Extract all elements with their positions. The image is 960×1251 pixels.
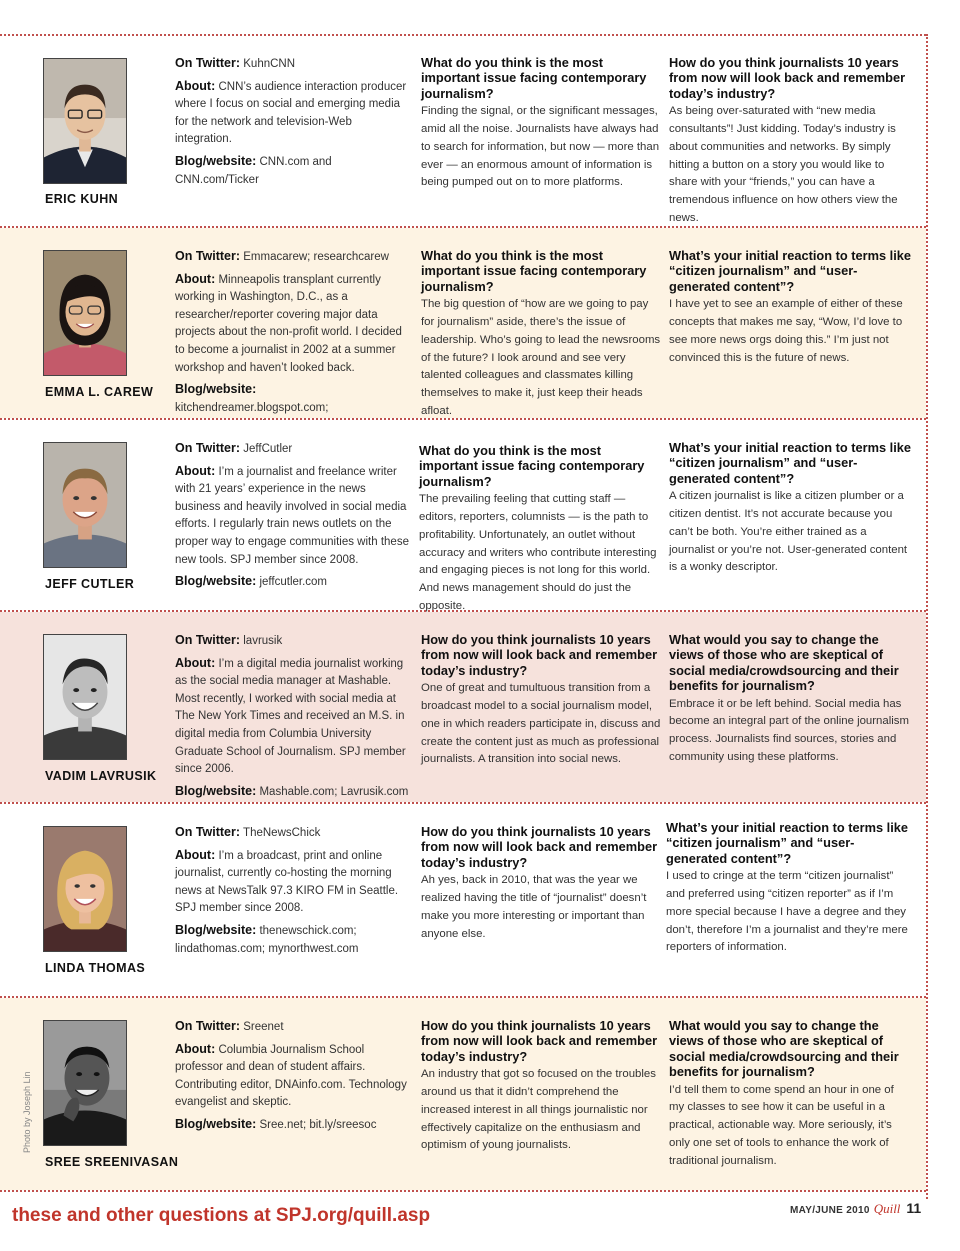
answer-2 (669, 440, 911, 577)
question-text: What do you think is the most important issue facing contemporary journalism? (421, 248, 647, 294)
answer-1 (421, 248, 663, 421)
answer-text: The big question of “how are we going to pay for journalism” aside, there’s the issue of leadership. Who’s going to lead the newsrooms of the future? I look around and see very talented colleagues and classmates killing themselves to make it, just keep their heads afloat. (421, 298, 661, 417)
question-text: How do you think journalists 10 years from now will look back and remember today’s industry? (669, 55, 906, 101)
answer-1 (421, 55, 663, 192)
about-text: I’m a digital media journalist working as the social media manager at Mashable. Most recently, I worked with social media at The New York Times and received an M.S. in digital media from Columbia University Graduate School of Journalism. SPJ member since 2006. (175, 657, 406, 776)
bio-block (175, 632, 410, 805)
person-name: JEFF CUTLER (45, 577, 135, 591)
answer-text: Ah yes, back in 2010, that was the year we realized having the title of “journalist” doesn’t make you more interesting or important than anyone else. (421, 874, 647, 940)
answer-text: Finding the signal, or the significant messages, amid all the noise. Journalists have always had to search for information, but now — more than ever — an enormous amount of information is being pumped out on to more platforms. (421, 105, 660, 189)
answer-text: As being over-saturated with “new media consultants”! Just kidding. Today’s industry is about communities and networks. By simply hitting a button on a story you would like to share with your “friends,” you can have a tremendous influence on how others view the news. (669, 105, 898, 224)
blog-label: Blog/website: (175, 382, 257, 397)
portrait-photo (43, 442, 127, 568)
answer-text: The prevailing feeling that cutting staff — editors, reporters, columnists — is the path to profitability. Unfortunately, an outlet without accuracy and writers who contribute interesting and engaging pieces is not long for this world. And news management should do just the opposite. (419, 493, 657, 612)
blog-label: Blog/website: (175, 783, 257, 798)
twitter-label: On Twitter: (175, 441, 241, 455)
bio-block (175, 440, 410, 596)
question-text: What would you say to change the views of those who are skeptical of social media/crowdsourcing and their benefits for journalism? (669, 1018, 899, 1080)
twitter-handle: Emmacarew; researchcarew (243, 251, 389, 263)
page-number: 11 (906, 1200, 922, 1216)
bottom-dotted-rule (0, 1190, 926, 1192)
twitter-label: On Twitter: (175, 249, 241, 263)
answer-2 (669, 1018, 911, 1171)
blog-label: Blog/website: (175, 574, 257, 589)
answer-text: Embrace it or be left behind. Social media has become an integral part of the online journalism process. Journalists find sources, stories and community using these platforms. (669, 697, 909, 764)
question-text: What’s your initial reaction to terms like “citizen journalism” and “user-generated content”? (666, 820, 909, 866)
question-text: How do you think journalists 10 years from now will look back and remember today’s industry? (421, 1018, 658, 1064)
profile-linda-thomas (0, 804, 926, 996)
about-label: About: (175, 463, 216, 478)
profile-emma-carew (0, 228, 926, 418)
blog-text: kitchendreamer.blogspot.com; (175, 401, 329, 414)
question-text: What would you say to change the views of those who are skeptical of social media/crowdsourcing and their benefits for journalism? (669, 632, 899, 694)
twitter-handle: KuhnCNN (243, 58, 296, 70)
about-label: About: (175, 271, 216, 286)
photo-credit-text: Photo by Joseph Lin (22, 1071, 32, 1153)
portrait-photo (43, 58, 127, 184)
twitter-handle: lavrusik (243, 635, 283, 647)
blog-label: Blog/website: (175, 922, 257, 937)
person-name: LINDA THOMAS (45, 961, 146, 975)
about-text: Columbia Journalism School professor and dean of student affairs. Contributing editor, DNAinfo.com. Technology evangelist and skeptic. (175, 1043, 407, 1109)
blog-text: Sree.net; bit.ly/sreesoc (259, 1118, 377, 1131)
portrait-photo (43, 250, 127, 376)
person-name: EMMA L. CAREW (45, 385, 154, 399)
question-text: What do you think is the most important issue facing contemporary journalism? (419, 443, 645, 489)
blog-text: CNN.com and CNN.com/Ticker (175, 155, 332, 186)
blog-text: Mashable.com; Lavrusik.com (259, 785, 409, 798)
right-dotted-rule (926, 34, 928, 1199)
about-label: About: (175, 78, 216, 93)
answer-1 (419, 443, 661, 616)
bio-block (175, 55, 410, 193)
twitter-label: On Twitter: (175, 56, 241, 70)
answer-1 (421, 824, 663, 943)
answer-text: I used to cringe at the term “citizen journalist” and preferred using “citizen reporter” as if I’m more special because I have a degree and they don’t, therefore I’m a journalist and they’re mere reporters of information. (666, 870, 908, 954)
person-name: VADIM LAVRUSIK (45, 769, 157, 783)
answer-text: One of great and tumultuous transition from a broadcast model to a social journalism model, one in which readers participate in, discuss and create the content just as much as professional journalists. A transition into social news. (421, 682, 661, 766)
answer-text: I have yet to see an example of either of these concepts that makes me say, “Wow, I’d love to see more news orgs doing this.” I’m just not convinced this is the future of news. (669, 298, 903, 364)
photo-credit (18, 1065, 32, 1155)
blog-label: Blog/website: (175, 153, 257, 168)
profile-sree-sreenivasan (0, 998, 926, 1190)
page-footer (790, 1200, 921, 1217)
bio-block (175, 824, 410, 962)
profile-vadim-lavrusik (0, 612, 926, 802)
twitter-label: On Twitter: (175, 1019, 241, 1033)
bio-block (175, 1018, 410, 1139)
answer-2 (669, 55, 911, 228)
answer-text: An industry that got so focused on the troubles around us that it didn’t comprehend the increased interest in all things journalistic nor effectively capitalize on the enthusiasm and optimism of young journalists. (421, 1068, 656, 1152)
issue-date: MAY/JUNE 2010 (790, 1205, 870, 1216)
question-text: How do you think journalists 10 years from now will look back and remember today’s industry? (421, 824, 658, 870)
answer-1 (421, 632, 663, 769)
twitter-label: On Twitter: (175, 825, 241, 839)
answer-1 (421, 1018, 663, 1155)
profile-jeff-cutler (0, 420, 926, 610)
about-text: Minneapolis transplant currently working in Washington, D.C., as a researcher/reporter covering major data projects about the non-profit world. I decided to become a journalist in 2002 at a summer workshop and haven’t looked back. (175, 273, 402, 374)
question-text: What’s your initial reaction to terms like “citizen journalism” and “user-generated content”? (669, 248, 912, 294)
person-name: SREE SREENIVASAN (45, 1155, 179, 1169)
answer-text: A citizen journalist is like a citizen plumber or a citizen dentist. It’s not accurate because you can’t be both. You’re either trained as a journalist or you’re not. User-generated content is a wonky descriptor. (669, 490, 908, 574)
profile-eric-kuhn (0, 36, 926, 226)
twitter-handle: Sreenet (243, 1021, 284, 1033)
twitter-handle: JeffCutler (243, 443, 293, 455)
twitter-label: On Twitter: (175, 633, 241, 647)
answer-2 (666, 820, 908, 957)
answer-2 (669, 632, 911, 767)
answer-2 (669, 248, 911, 367)
about-text: I’m a journalist and freelance writer with 21 years’ experience in the news business and heavily involved in social media efforts. I regularly train news outlets on the proper way to engage communities with these new tools. SPJ member since 2008. (175, 465, 409, 566)
footer-call-to-action[interactable]: these and other questions at SPJ.org/quill.asp (12, 1205, 431, 1226)
about-text: CNN’s audience interaction producer where I focus on social and emerging media for the network and television-Web integration. (175, 80, 407, 146)
about-label: About: (175, 1041, 216, 1056)
blog-text: thenewschick.com; lindathomas.com; mynorthwest.com (175, 924, 359, 955)
twitter-handle: TheNewsChick (243, 827, 321, 839)
question-text: How do you think journalists 10 years from now will look back and remember today’s industry? (421, 632, 658, 678)
portrait-photo (43, 634, 127, 760)
about-label: About: (175, 847, 216, 862)
person-name: ERIC KUHN (45, 192, 119, 206)
portrait-photo (43, 1020, 127, 1146)
about-label: About: (175, 655, 216, 670)
question-text: What’s your initial reaction to terms like “citizen journalism” and “user-generated content”? (669, 440, 912, 486)
about-text: I’m a broadcast, print and online journalist, currently co-hosting the morning news at NewsTalk 97.3 KIRO FM in Seattle. SPJ member since 2008. (175, 849, 399, 915)
portrait-photo (43, 826, 127, 952)
blog-label: Blog/website: (175, 1116, 257, 1131)
bio-block (175, 248, 410, 439)
blog-text: jeffcutler.com (259, 576, 328, 589)
magazine-logo: Quill (873, 1201, 901, 1216)
answer-text: I’d tell them to come spend an hour in one of my classes to see how it can be useful in a practical, actionable way. More seriously, it’s only one set of tools to enhance the work of traditional journalism. (669, 1083, 894, 1167)
question-text: What do you think is the most important issue facing contemporary journalism? (421, 55, 647, 101)
